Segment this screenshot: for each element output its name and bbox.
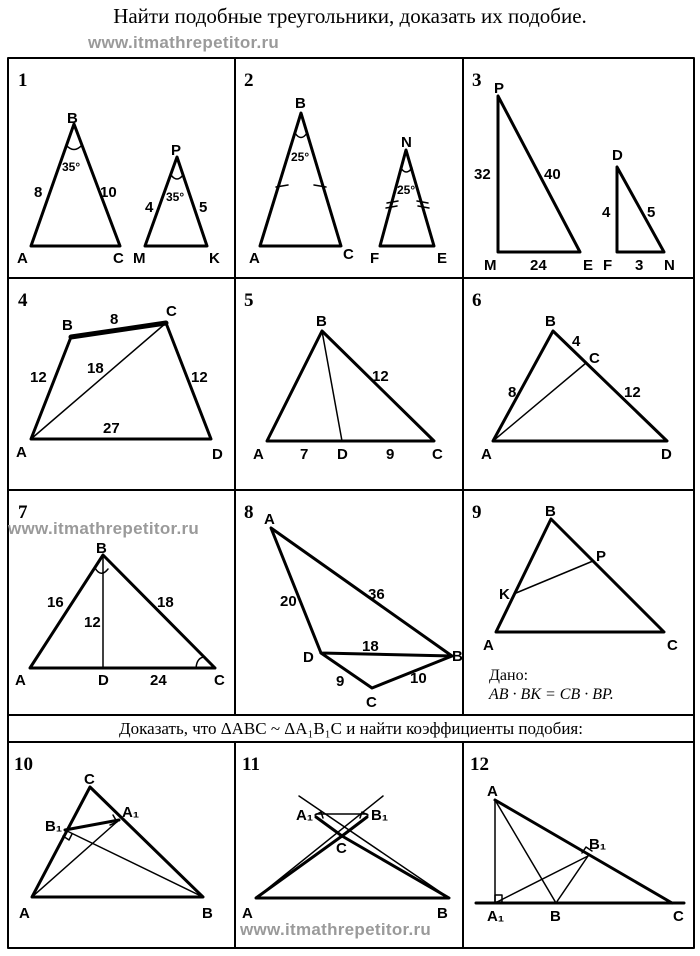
side-length: 36 — [368, 586, 385, 603]
triangle-dfn — [617, 167, 664, 252]
watermark-bottom: www.itmathrepetitor.ru — [240, 920, 432, 939]
panel-number: 5 — [244, 290, 254, 311]
angle-arc-b — [295, 133, 307, 138]
vertex-label: C — [589, 350, 600, 367]
side-length: 9 — [336, 673, 345, 690]
panel-number: 3 — [472, 70, 482, 91]
vertex-label: A — [481, 446, 492, 463]
side-length: 9 — [386, 446, 395, 463]
vertex-label: B₁ — [371, 807, 389, 824]
vertex-label: C — [84, 771, 95, 788]
side-length: 10 — [100, 184, 117, 201]
vertex-label: B — [437, 905, 448, 922]
side-length: 40 — [544, 166, 561, 183]
altitude-bb1 — [65, 830, 203, 897]
vertex-label: C — [366, 694, 377, 711]
angle-arc-b — [66, 145, 82, 150]
panel-number: 8 — [244, 502, 254, 523]
side-length: 12 — [30, 369, 47, 386]
vertex-label: A — [16, 444, 27, 461]
side-length: 24 — [150, 672, 167, 689]
triangle-adb — [271, 528, 452, 656]
angle-arc-p — [171, 175, 183, 179]
panel-number: 4 — [18, 290, 28, 311]
side-length: 27 — [103, 420, 120, 437]
vertex-label: B — [67, 110, 78, 127]
figure-7 — [30, 555, 215, 668]
vertex-label: M — [484, 257, 497, 274]
vertex-label: K — [499, 586, 510, 603]
figure-2 — [260, 113, 434, 246]
vertex-label: N — [401, 134, 412, 151]
tick-mark — [386, 206, 397, 208]
triangle-abc — [496, 519, 664, 632]
vertex-label: B — [545, 313, 556, 330]
vertex-label: M — [133, 250, 146, 267]
given-label: Дано: — [489, 667, 529, 684]
vertex-label: C — [673, 908, 684, 925]
side-length: 8 — [34, 184, 43, 201]
vertex-label: C — [667, 637, 678, 654]
side-length: 7 — [300, 446, 309, 463]
side-length: 16 — [47, 594, 64, 611]
segment-bb1 — [556, 856, 588, 903]
vertex-label: A — [17, 250, 28, 267]
triangle-abc — [267, 331, 434, 441]
side-length: 8 — [508, 384, 517, 401]
panel-number: 6 — [472, 290, 482, 311]
vertex-label: B₁ — [589, 836, 607, 853]
side-length: 18 — [157, 594, 174, 611]
panel-number: 1 — [18, 70, 28, 91]
vertex-label: B — [316, 313, 327, 330]
side-length: 12 — [191, 369, 208, 386]
side-length: 12 — [372, 368, 389, 385]
vertex-label: D — [612, 147, 623, 164]
vertex-label: B — [550, 908, 561, 925]
vertex-label: A — [19, 905, 30, 922]
vertex-label: D — [661, 446, 672, 463]
vertex-label: A — [487, 783, 498, 800]
tick-mark — [418, 206, 429, 208]
figure-5 — [267, 331, 434, 441]
side-length: 4 — [602, 204, 611, 221]
tick-mark — [417, 201, 428, 203]
side-length: 5 — [199, 199, 208, 216]
side-length: 10 — [410, 670, 427, 687]
vertex-label: A₁ — [122, 804, 140, 821]
vertex-label: E — [583, 257, 594, 274]
side-length: 5 — [647, 204, 656, 221]
angle-value: 35° — [166, 190, 185, 204]
vertex-label: C — [113, 250, 124, 267]
side-length: 3 — [635, 257, 644, 274]
figure-11 — [256, 796, 449, 898]
vertex-label: B — [96, 540, 107, 557]
given-condition: AB · BK = CB · BP. — [489, 686, 614, 703]
vertex-label: E — [437, 250, 448, 267]
vertex-label: B₁ — [45, 818, 63, 835]
panel-number: 2 — [244, 70, 254, 91]
task-banner: Доказать, что ΔABC ~ ΔA₁B₁C и найти коэффициенты подобия: — [119, 719, 583, 738]
vertex-label: F — [603, 257, 613, 274]
vertex-label: A — [483, 637, 494, 654]
figure-10 — [32, 787, 203, 897]
figure-8 — [271, 528, 452, 688]
side-length: 12 — [84, 614, 101, 631]
vertex-label: C — [432, 446, 443, 463]
vertex-label: C — [343, 246, 354, 263]
segment-a1-c — [316, 817, 367, 836]
side-length: 20 — [280, 593, 297, 610]
angle-value: 25° — [291, 150, 310, 164]
triangle-abc — [32, 787, 203, 897]
triangle-abc — [256, 836, 449, 898]
vertex-label: A₁ — [487, 908, 505, 925]
triangle-pme — [498, 96, 580, 252]
vertex-label: K — [209, 250, 220, 267]
vertex-label: C — [214, 672, 225, 689]
vertex-label: A — [264, 511, 275, 528]
vertex-label: C — [336, 840, 347, 857]
panel-number: 12 — [470, 754, 489, 775]
vertex-label: B — [62, 317, 73, 334]
vertex-label: C — [166, 303, 177, 320]
angle-value: 25° — [397, 183, 416, 197]
side-length: 18 — [87, 360, 104, 377]
figure-9 — [496, 519, 664, 632]
segment-ac — [493, 363, 586, 441]
triangle-fne — [380, 150, 434, 246]
figure-4 — [31, 323, 211, 439]
vertex-label: A — [253, 446, 264, 463]
watermark-top: www.itmathrepetitor.ru — [88, 33, 280, 52]
triangle-abc — [30, 555, 215, 668]
side-length: 4 — [572, 333, 581, 350]
vertex-label: B — [452, 648, 463, 665]
vertex-label: P — [596, 548, 607, 565]
vertex-label: D — [303, 649, 314, 666]
angle-value: 35° — [62, 160, 81, 174]
panel-number: 7 — [18, 502, 28, 523]
angle-arc-b — [95, 568, 108, 573]
vertex-label: D — [212, 446, 223, 463]
side-length: 24 — [530, 257, 547, 274]
tick-mark — [387, 201, 398, 203]
vertex-label: P — [171, 142, 182, 159]
figure-3 — [498, 96, 664, 252]
diagonal-ac — [31, 323, 166, 439]
side-length: 12 — [624, 384, 641, 401]
vertex-label: A — [15, 672, 26, 689]
panel-number: 11 — [242, 754, 260, 775]
watermark-middle: www.itmathrepetitor.ru — [8, 519, 200, 538]
vertex-label: F — [370, 250, 380, 267]
figure-12 — [476, 800, 684, 903]
triangle-abc — [260, 113, 341, 246]
quadrilateral-abcd — [31, 323, 211, 439]
vertex-label: B — [295, 95, 306, 112]
side-length: 32 — [474, 166, 491, 183]
side-length: 18 — [362, 638, 379, 655]
vertex-label: A — [242, 905, 253, 922]
vertex-label: N — [664, 257, 675, 274]
panel-number: 9 — [472, 502, 482, 523]
side-length: 8 — [110, 311, 119, 328]
vertex-label: B — [202, 905, 213, 922]
vertex-label: P — [494, 80, 505, 97]
vertex-label: A₁ — [296, 807, 314, 824]
vertex-label: A — [249, 250, 260, 267]
vertex-label: D — [337, 446, 348, 463]
side-length: 4 — [145, 199, 154, 216]
page-title: Найти подобные треугольники, доказать их подобие. — [113, 4, 587, 28]
vertex-label: B — [545, 503, 556, 520]
segment-a1b1 — [495, 856, 588, 903]
panel-number: 10 — [14, 754, 33, 775]
vertex-label: D — [98, 672, 109, 689]
